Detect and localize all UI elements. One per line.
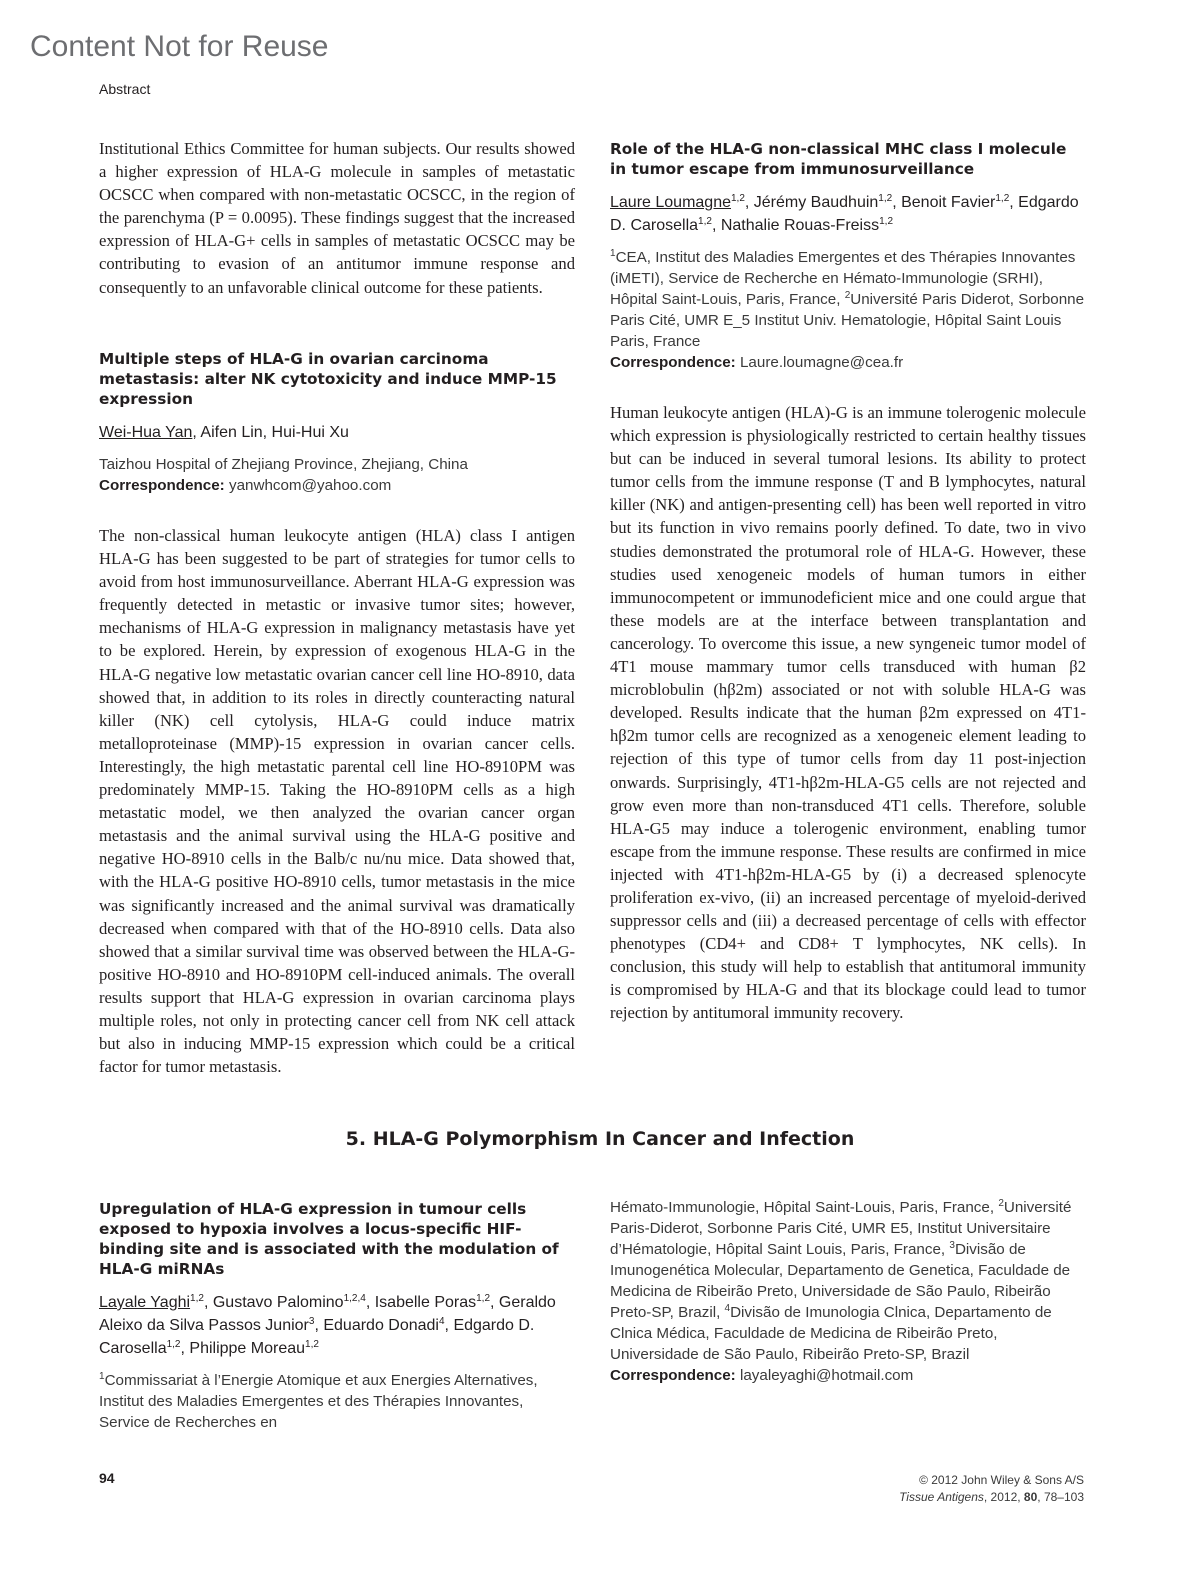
author-sup: 1,2 — [476, 1293, 491, 1304]
running-head: Abstract — [99, 81, 151, 97]
affiliation-sup: 3 — [949, 1240, 955, 1251]
affiliation-sup: 2 — [998, 1198, 1004, 1209]
abstract-body: Human leukocyte antigen (HLA)-G is an immune tolerogenic molecule which expression is physiologically restricted to certain healthy tissues but can be induced in several tumoral lesions. Its ability to protect tumor cells from the immune response (T and B lymphocytes, natural killer (NK) and antigen-presenting cell) has been well reported in vitro but its function in vivo remains poorly defined. To date, two in vivo studies demonstrated the protumoral role of HLA-G. However, these studies used xenogeneic models of human tumors in either immunocompetent or immunodeficient mice and one could argue that these models are at the interface between transplantation and cancerology. To overcome this issue, a new syngeneic tumor model of 4T1 mouse mammary tumor cells transduced with human β2 microblobulin (hβ2m) associated or not with soluble HLA-G was developed. Results indicate that the human β2m expressed on 4T1-hβ2m tumor cells are recognized as a xenogeneic element leading to rejection of this type of tumor cells from day 11 post-injection onwards. Surprisingly, 4T1-hβ2m-HLA-G5 cells are not rejected and grow even more than non-transduced 4T1 cells. Therefore, soluble HLA-G5 may induce a tolerogenic environment, enabling tumor escape from the immune response. These results are confirmed in mice injected with 4T1-hβ2m-HLA-G5 by (i) a decreased splenocyte proliferation ex-vivo, (ii) an increased percentage of myeloid-derived suppressor cells and (iii) a decreased percentage of cells with effector phenotypes (CD4+ and CD8+ T lymphocytes, NK cells). In conclusion, this study will help to establish that antitumoral immunity is compromised by HLA-G and that its blockage could lead to tumor rejection by antitumoral immunity recovery. — [610, 403, 1086, 1023]
affiliation-text: CEA, Institut des Maladies Emergentes et des Thérapies Innovantes (iMETI), Service de Recherche en Hémato-Immunologie (SRHI), Hôpital Saint-Louis, Paris, France, — [610, 249, 1076, 308]
author-sup: 1,2 — [995, 193, 1010, 204]
correspondence-email: yanwhcom@yahoo.com — [228, 477, 392, 494]
affiliation-text: Université Paris-Diderot, Sorbonne Paris Cité, UMR E5, Institut Universitaire d’Hématologie, Hôpital Saint Louis, Paris, France, — [610, 1199, 1072, 1258]
abstract-tumor-escape — [610, 139, 1086, 1025]
page-number: 94 — [99, 1470, 115, 1486]
correspondence-email: layaleyaghi@hotmail.com — [739, 1367, 914, 1384]
affiliation-text: Divisão de Imunologia Clnica, Departamento de Clnica Médica, Faculdade de Medicina de Ribeirão Preto, Universidade de São Paulo, Ribeirão Preto-SP, Brazil — [610, 1304, 1052, 1363]
correspondence-label: Correspondence: — [610, 354, 736, 371]
affiliation — [99, 1370, 575, 1433]
author-sup: 1,2 — [305, 1339, 319, 1350]
author-sup: 1,2 — [698, 216, 712, 227]
author-sup: 1,2 — [879, 216, 894, 227]
correspondence — [610, 1365, 1086, 1386]
correspondence — [99, 475, 575, 496]
correspondence — [610, 352, 1086, 373]
watermark: Content Not for Reuse — [30, 30, 329, 63]
abstract-body: The non-classical human leukocyte antigen (HLA) class I antigen HLA-G has been suggested to be part of strategies for tumor cells to avoid from host immunosurveillance. Aberrant HLA-G expression was frequently detected in metastic or invasive tumor sites; however, mechanisms of HLA-G expression in malignancy metastasis have yet to be explored. Herein, by expression of exogenous HLA-G in the HLA-G negative low metastatic ovarian cancer cell line HO-8910, data showed that, in addition to its roles in directly counteracting natural killer (NK) cell cytolysis, HLA-G could induce matrix metalloproteinase (MMP)-15 expression in ovarian cancer cells. Interestingly, the high metastatic parental cell line HO-8910PM was predominately MMP-15. Taking the HO-8910PM cells as a high metastatic model, we then analyzed the ovarian cancer organ metastasis and the animal survival using the HLA-G positive and negative HO-8910 cells in the Balb/c nu/nu mice. Data showed that, with the HLA-G positive HO-8910 cells, tumor metastasis in the mice was significantly increased and the animal survival was dramatically decreased when compared with that of the HO-8910 cells. Data also showed that a similar survival time was observed between the HLA-G-positive HO-8910 and HO-8910PM cell-induced animals. The overall results support that HLA-G expression in ovarian carcinoma plays multiple roles, not only in protecting cancer cell from NK cell attack but also in inducing MMP-15 expression which could be a critical factor for tumor metastasis. — [99, 526, 575, 1077]
footer-citation — [899, 1472, 1084, 1506]
author: Philippe Moreau — [189, 1340, 306, 1357]
copyright: © 2012 John Wiley & Sons A/S — [919, 1473, 1084, 1487]
author-sup: 4 — [438, 1316, 445, 1327]
author-list — [99, 421, 575, 444]
author: Edgardo D. Carosella — [610, 194, 1079, 234]
affiliation — [610, 1197, 1086, 1365]
correspondence-label: Correspondence: — [610, 1367, 736, 1384]
journal-volume: 80 — [1023, 1490, 1038, 1504]
author-sup: 1,2 — [730, 193, 745, 204]
author-list: Layale Yaghi$^{1,2}$, Gustavo Palomino$^{1,2,4}$, Isabelle Poras$^{1,2}$, Geraldo Aleixo da Silva Passos Junior$^3$, Eduardo Donadi$^4$, Edgardo D. Carosella$^{1,2}$, Philippe Moreau$^{1,2}$ — [99, 1293, 556, 1357]
abstract-continuation: Institutional Ethics Committee for human subjects. Our results showed a higher expression of HLA-G molecule in samples of metastatic OCSCC when compared with non-metastatic OCSCC, in the region of the parenchyma (P = 0.0095). These findings suggest that the increased expression of HLA-G+ cells in samples of metastatic OCSCC may be contributing to evasion of an antitumor immune response and consequently to an unfavorable clinical outcome for these patients. — [99, 139, 575, 297]
author: Eduardo Donadi — [323, 1317, 439, 1334]
affiliation: Taizhou Hospital of Zhejiang Province, Zhejiang, China — [99, 456, 468, 473]
journal-citation — [899, 1489, 1084, 1506]
presenting-author: Layale Yaghi — [99, 1294, 191, 1311]
affiliation-text: Commissariat à l’Energie Atomique et aux Energies Alternatives, Institut des Maladies Emergentes et des Thérapies Innovantes, Service de Recherches en — [99, 1372, 538, 1431]
author: Gustavo Palomino — [212, 1294, 344, 1311]
author-sup: 1,2 — [166, 1339, 181, 1350]
affiliation-sup: 1 — [99, 1371, 105, 1382]
affiliation-text: Université Paris Diderot, Sorbonne Paris Cité, UMR E_5 Institut Univ. Hematologie, Hôpital Saint Louis Paris, France — [610, 291, 1085, 350]
section-heading: 5. HLA-G Polymorphism In Cancer and Infection — [345, 1128, 855, 1150]
affiliation-sup: 4 — [724, 1303, 731, 1314]
affiliation-text: Hémato-Immunologie, Hôpital Saint-Louis, Paris, France, — [610, 1199, 995, 1216]
author-sup: 1,2 — [190, 1293, 204, 1304]
abstract-hypoxia — [99, 1199, 575, 1433]
abstract-title: Multiple steps of HLA-G in ovarian carcinoma metastasis: alter NK cytotoxicity and induce MMP-15 expression — [99, 350, 557, 408]
presenting-author: Laure Loumagne — [610, 194, 731, 211]
author: Nathalie Rouas-Freiss — [720, 217, 880, 234]
author-list: Laure Loumagne$^{1,2}$, Jérémy Baudhuin$^{1,2}$, Benoit Favier$^{1,2}$, Edgardo D. Carosella$^{1,2}$, Nathalie Rouas-Freiss$^{1,2}$ — [610, 193, 1079, 234]
author-sup: 3 — [308, 1316, 315, 1327]
author: Geraldo Aleixo da Silva Passos Junior — [99, 1294, 556, 1334]
affiliation — [610, 247, 1086, 352]
correspondence-label: Correspondence: — [99, 477, 225, 494]
presenting-author: Wei-Hua Yan — [99, 424, 193, 441]
affiliation-sup: 2 — [844, 290, 851, 301]
correspondence-email: Laure.loumagne@cea.fr — [739, 354, 904, 371]
affiliation-text: Divisão de Imunogenética Molecular, Departamento de Genetica, Faculdade de Medicina de Ribeirão Preto, Universidade de São Paulo, Ribeirão Preto-SP, Brazil, — [610, 1241, 1071, 1321]
journal-pages: , 78–103 — [1037, 1490, 1084, 1504]
abstract-title: Role of the HLA-G non-classical MHC class I molecule in tumor escape from immunosurveillance — [610, 140, 1067, 178]
co-authors: , Aifen Lin, Hui-Hui Xu — [192, 424, 349, 441]
author: Isabelle Poras — [374, 1294, 477, 1311]
author: Benoit Favier — [901, 194, 996, 211]
abstract-ovarian — [99, 349, 575, 1078]
journal-name: Tissue Antigens — [899, 1490, 984, 1504]
abstract-hypoxia-continued — [610, 1197, 1086, 1386]
affiliation-sup: 1 — [610, 248, 616, 259]
left-column — [99, 137, 575, 299]
journal-year: , 2012, — [983, 1490, 1024, 1504]
author-sup: 1,2,4 — [343, 1293, 366, 1304]
author-sup: 1,2 — [878, 193, 893, 204]
author: Edgardo D. Carosella — [99, 1317, 535, 1357]
author: Jérémy Baudhuin — [753, 194, 879, 211]
abstract-title: Upregulation of HLA-G expression in tumour cells exposed to hypoxia involves a locus-specific HIF-binding site and is associated with the modulation of HLA-G miRNAs — [99, 1200, 559, 1278]
